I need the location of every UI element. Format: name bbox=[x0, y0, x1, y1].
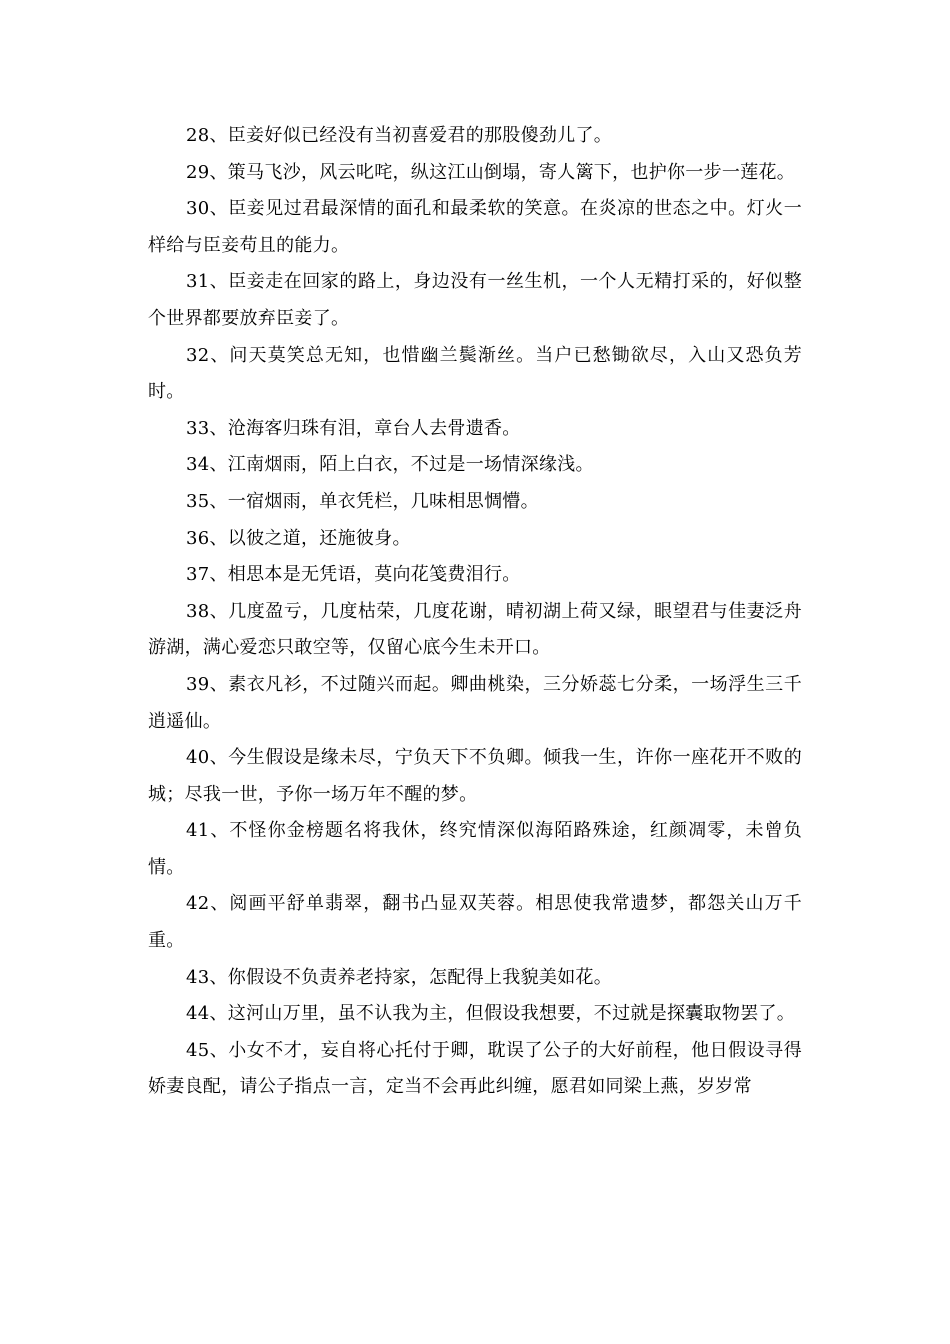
paragraph-30: 30、臣妾见过君最深情的面孔和最柔软的笑意。在炎凉的世态之中。灯火一样给与臣妾苟且的能力。 bbox=[148, 198, 802, 256]
paragraph-28: 28、臣妾好似已经没有当初喜爱君的那股傻劲儿了。 bbox=[186, 125, 613, 146]
paragraph-39: 39、素衣凡衫，不过随兴而起。卿曲桃染，三分娇蕊七分柔，一场浮生三千逍遥仙。 bbox=[148, 673, 802, 732]
paragraph-38: 38、几度盈亏，几度枯荣，几度花谢，晴初湖上荷又绿，眼望君与佳妻泛舟游湖，满心爱恋只敢空等，仅留心底今生未开口。 bbox=[148, 600, 802, 659]
paragraph-44: 44、这河山万里，虽不认我为主，但假设我想要，不过就是探囊取物罢了。 bbox=[186, 1003, 796, 1025]
paragraph-36: 36、以彼之道，还施彼身。 bbox=[186, 527, 411, 549]
paragraph-34: 34、江南烟雨，陌上白衣，不过是一场情深缘浅。 bbox=[186, 454, 594, 476]
paragraph-32: 32、问天莫笑总无知，也惜幽兰鬓渐丝。当户已愁锄欲尽，入山又恐负芳时。 bbox=[148, 344, 802, 403]
paragraph-35: 35、一宿烟雨，单衣凭栏，几味相思惆懵。 bbox=[186, 490, 539, 512]
paragraph-29: 29、策马飞沙，风云叱咤，纵这江山倒塌，寄人篱下，也护你一步一莲花。 bbox=[186, 161, 796, 183]
paragraph-37: 37、相思本是无凭语，莫向花笺费泪行。 bbox=[186, 564, 521, 586]
paragraph-42: 42、阅画平舒单翡翠，翻书凸显双芙蓉。相思使我常遗梦，都怨关山万千重。 bbox=[148, 893, 802, 952]
paragraph-40: 40、今生假设是缘未尽，宁负天下不负卿。倾我一生，许你一座花开不败的城；尽我一世，予你一场万年不醒的梦。 bbox=[148, 747, 802, 805]
paragraph-45: 45、小女不才，妄自将心托付于卿，耽误了公子的大好前程，他日假设寻得娇妻良配，请公子指点一言，定当不会再此纠缠，愿君如同梁上燕，岁岁常 bbox=[148, 1039, 802, 1098]
paragraph-41: 41、不怪你金榜题名将我休，终究情深似海陌路殊途，红颜凋零，未曾负情。 bbox=[148, 820, 802, 878]
paragraph-31: 31、臣妾走在回家的路上，身边没有一丝生机，一个人无精打采的，好似整个世界都要放弃臣妾了。 bbox=[148, 271, 802, 329]
paragraph-33: 33、沧海客归珠有泪，章台人去骨遗香。 bbox=[186, 417, 521, 439]
document-body bbox=[148, 118, 802, 1106]
paragraph-43: 43、你假设不负责养老持家，怎配得上我貌美如花。 bbox=[186, 966, 613, 988]
